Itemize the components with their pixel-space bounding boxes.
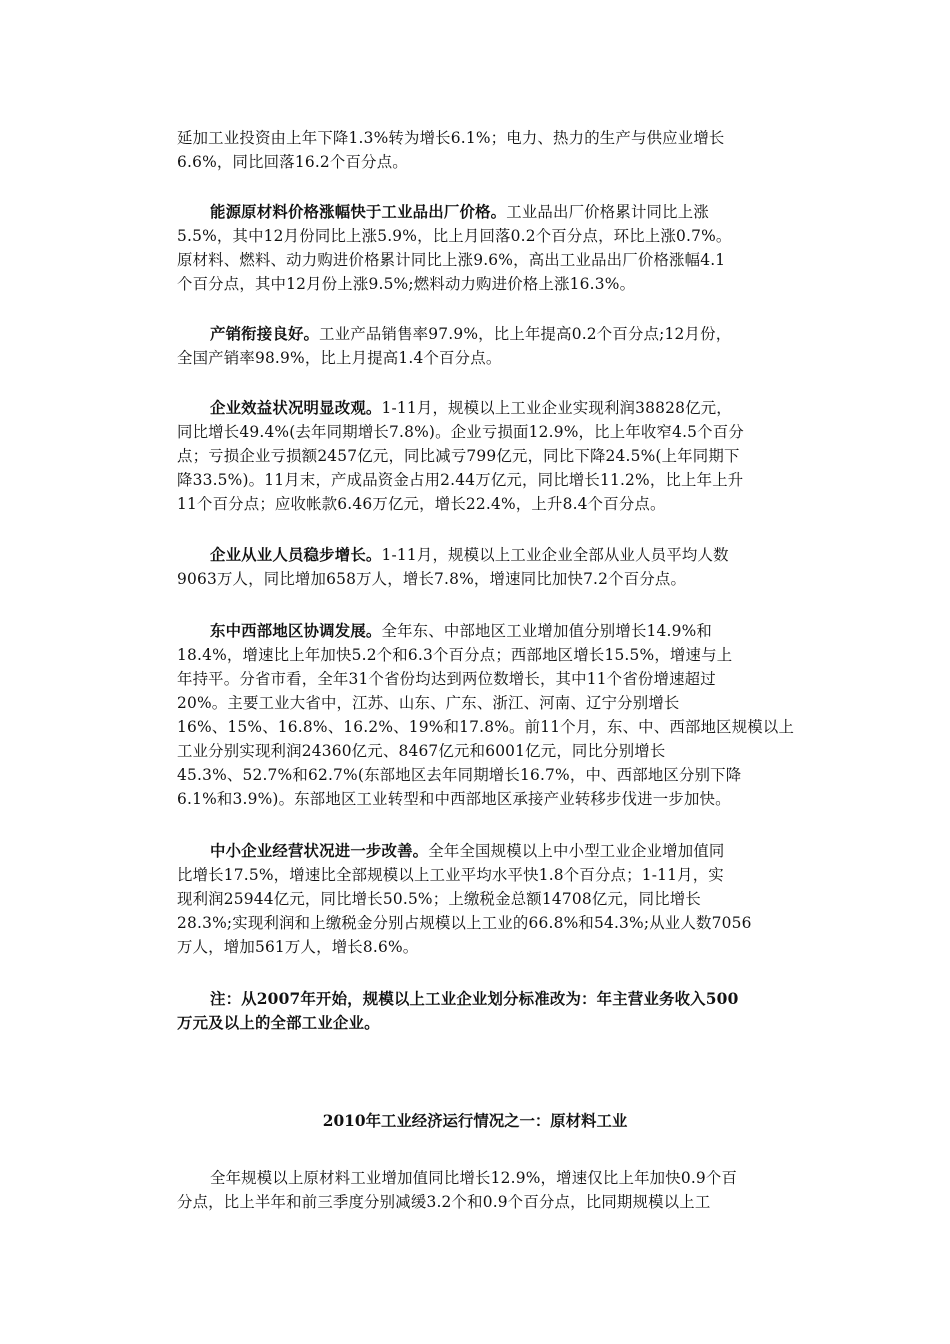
paragraph-start-line [210,322,731,346]
paragraph-text: 11个百分点；应收帐款6.46万亿元，增长22.4%，上升8.4个百分点。 [177,495,666,513]
paragraph-line [177,126,725,150]
paragraph-text: 18.4%，增速比上年加快5.2个和6.3个百分点；西部地区增长15.5%，增速与上 [177,646,733,664]
paragraph-line [177,911,752,935]
paragraph-text: 分点，比上半年和前三季度分别减缓3.2个和0.9个百分点，比同期规模以上工 [177,1193,711,1211]
paragraph-heading: 注：从2007年开始，规模以上工业企业划分标准改为：年主营业务收入500 [210,990,739,1008]
paragraph-text: 延加工业投资由上年下降1.3%转为增长6.1%；电力、热力的生产与供应业增长 [177,129,725,147]
paragraph-line [177,739,665,763]
paragraph-heading: 企业从业人员稳步增长。 [210,546,382,564]
paragraph-text: 1-11月，规模以上工业企业实现利润38828亿元， [381,399,732,417]
paragraph-text: 28.3%;实现利润和上缴税金分别占规模以上工业的66.8%和54.3%;从业人数7056 [177,914,752,932]
paragraph-line [177,715,794,739]
paragraph-line [177,935,418,959]
paragraph-text: 比增长17.5%，增速比全部规模以上工业平均水平快1.8个百分点；1-11月，实 [177,866,724,884]
paragraph-line [177,346,501,370]
paragraph-text: 6.1%和3.9%)。东部地区工业转型和中西部地区承接产业转移步伐进一步加快。 [177,790,731,808]
paragraph-heading: 万元及以上的全部工业企业。 [177,1014,380,1032]
paragraph-line [177,224,732,248]
paragraph-start-line [210,987,739,1011]
paragraph-text: 16%、15%、16.8%、16.2%、19%和17.8%。前11个月，东、中、西部地区规模以上 [177,718,795,736]
paragraph-text: 工业分别实现利润24360亿元、8467亿元和6001亿元，同比分别增长 [177,742,666,760]
paragraph-text: 现利润25944亿元，同比增长50.5%；上缴税金总额14708亿元，同比增长 [177,890,701,908]
paragraph-line [177,887,701,911]
paragraph-start-line [210,396,732,420]
paragraph-line [177,1190,710,1214]
paragraph-line [177,444,740,468]
paragraph-line [177,787,731,811]
paragraph-start-line [210,619,712,643]
paragraph-heading: 能源原材料价格涨幅快于工业品出厂价格。 [210,203,507,221]
paragraph-line [177,468,743,492]
paragraph-text: 全年规模以上原材料工业增加值同比增长12.9%，增速仅比上年加快0.9个百 [210,1169,738,1187]
paragraph-start-line [210,200,709,224]
paragraph-text: 万人，增加561万人，增长8.6%。 [177,938,419,956]
paragraph-start-line [210,839,725,863]
paragraph-line [177,863,724,887]
paragraph-text: 20%。主要工业大省中，江苏、山东、广东、浙江、河南、辽宁分别增长 [177,694,680,712]
paragraph-text: 年持平。分省市看，全年31个省份均达到两位数增长，其中11个省份增速超过 [177,670,716,688]
paragraph-line [177,150,408,174]
paragraph-text: 全年全国规模以上中小型工业企业增加值同 [428,842,725,860]
paragraph-line [177,420,744,444]
paragraph-line [177,492,666,516]
paragraph-text: 9063万人，同比增加658万人，增长7.8%，增速同比加快7.2个百分点。 [177,570,687,588]
paragraph-line [177,272,635,296]
paragraph-text: 全年东、中部地区工业增加值分别增长14.9%和 [381,622,713,640]
paragraph-line [177,567,686,591]
paragraph-text: 5.5%，其中12月份同比上涨5.9%，比上月回落0.2个百分点，环比上涨0.7%。 [177,227,732,245]
paragraph-line [177,248,725,272]
paragraph-start-line [177,1011,380,1035]
paragraph-text: 45.3%、52.7%和62.7%(东部地区去年同期增长16.7%，中、西部地区分别下降 [177,766,742,784]
paragraph-text: 全国产销率98.9%，比上月提高1.4个百分点。 [177,349,502,367]
paragraph-line [210,1166,737,1190]
paragraph-line [177,763,741,787]
paragraph-line [177,667,716,691]
paragraph-heading: 企业效益状况明显改观。 [210,399,382,417]
paragraph-heading: 产销衔接良好。 [210,325,320,343]
paragraph-text: 点；亏损企业亏损额2457亿元，同比减亏799亿元，同比下降24.5%(上年同期下 [177,447,740,465]
paragraph-text: 个百分点，其中12月份上涨9.5%;燃料动力购进价格上涨16.3%。 [177,275,636,293]
paragraph-text: 工业品出厂价格累计同比上涨 [506,203,709,221]
paragraph-text: 6.6%，同比回落16.2个百分点。 [177,153,408,171]
paragraph-text: 原材料、燃料、动力购进价格累计同比上涨9.6%，高出工业品出厂价格涨幅4.1 [177,251,726,269]
paragraph-text: 1-11月，规模以上工业企业全部从业人员平均人数 [381,546,729,564]
paragraph-heading: 中小企业经营状况进一步改善。 [210,842,429,860]
paragraph-text: 同比增长49.4%(去年同期增长7.8%)。企业亏损面12.9%，比上年收窄4.5个百分 [177,423,744,441]
paragraph-text: 降33.5%)。11月末，产成品资金占用2.44万亿元，同比增长11.2%，比上年上升 [177,471,744,489]
paragraph-line [177,691,680,715]
paragraph-heading: 东中西部地区协调发展。 [210,622,382,640]
paragraph-text: 工业产品销售率97.9%，比上年提高0.2个百分点;12月份， [319,325,732,343]
paragraph-line [177,643,732,667]
section-title: 2010年工业经济运行情况之一：原材料工业 [322,1112,628,1130]
paragraph-start-line [210,543,729,567]
